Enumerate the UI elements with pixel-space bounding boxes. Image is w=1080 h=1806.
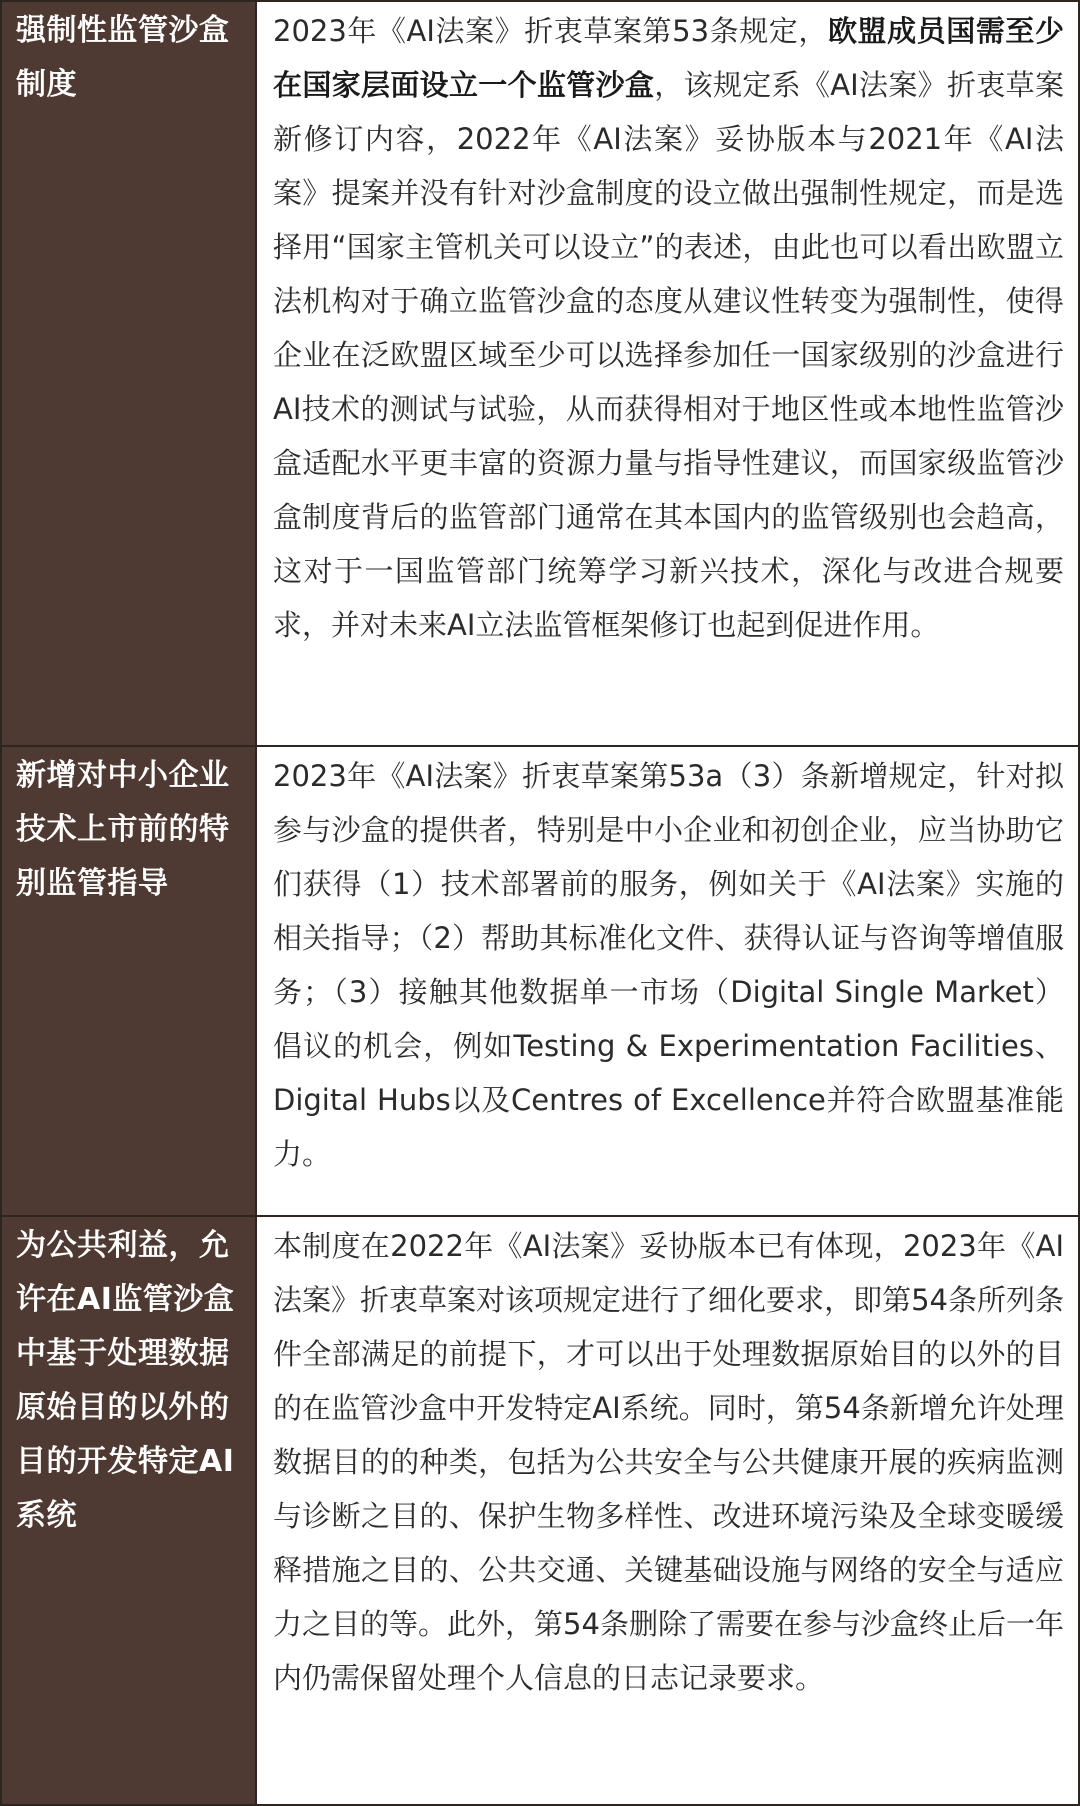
row-body: [256, 1, 1079, 746]
row-body: 本制度在2022年《AI法案》妥协版本已有体现，2023年《AI法案》折衷草案对该项规定进行了细化要求，即第54条所列条件全部满足的前提下，才可以出于处理数据原始目的以外的目的在监管沙盒中开发特定AI系统。同时，第54条新增允许处理数据目的的种类，包括为公共安全与公共健康开展的疾病监测与诊断之目的、保护生物多样性、改进环境污染及全球变暖缓释措施之目的、公共交通、关键基础设施与网络的安全与适应力之目的等。此外，第54条删除了需要在参与沙盒终止后一年内仍需保留处理个人信息的日志记录要求。: [256, 1216, 1079, 1805]
table-row: [1, 1216, 1079, 1805]
row-heading: 强制性监管沙盒制度: [1, 1, 256, 746]
table-row: [1, 746, 1079, 1216]
table-row: [1, 1, 1079, 746]
row-heading: 为公共利益，允许在AI监管沙盒中基于处理数据原始目的以外的目的开发特定AI系统: [1, 1216, 256, 1805]
body-text: 2023年《AI法案》折衷草案第53条规定，: [273, 14, 828, 48]
body-emphasis: 欧盟成员国需至少在国家层面设立一个监管沙盒: [273, 14, 1064, 102]
body-text: ，该规定系《AI法案》折衷草案新修订内容，2022年《AI法案》妥协版本与2021年《AI法案》提案并没有针对沙盒制度的设立做出强制性规定，而是选择用“国家主管机关可以设立”的表述，由此也可以看出欧盟立法机构对于确立监管沙盒的态度从建议性转变为强制性，使得企业在泛欧盟区域至少可以选择参加任一国家级别的沙盒进行AI技术的测试与试验，从而获得相对于地区性或本地性监管沙盒适配水平更丰富的资源力量与指导性建议，而国家级监管沙盒制度背后的监管部门通常在其本国内的监管级别也会趋高，这对于一国监管部门统筹学习新兴技术，深化与改进合规要求，并对未来AI立法监管框架修订也起到促进作用。: [273, 68, 1064, 642]
row-body: 2023年《AI法案》折衷草案第53a（3）条新增规定，针对拟参与沙盒的提供者，特别是中小企业和初创企业，应当协助它们获得（1）技术部署前的服务，例如关于《AI法案》实施的相关指导；（2）帮助其标准化文件、获得认证与咨询等增值服务；（3）接触其他数据单一市场（Digital Single Market）倡议的机会，例如Testing & Experimentation Facilities、Digital Hubs以及Centres of Excellence并符合欧盟基准能力。: [256, 746, 1079, 1216]
row-heading: 新增对中小企业技术上市前的特别监管指导: [1, 746, 256, 1216]
